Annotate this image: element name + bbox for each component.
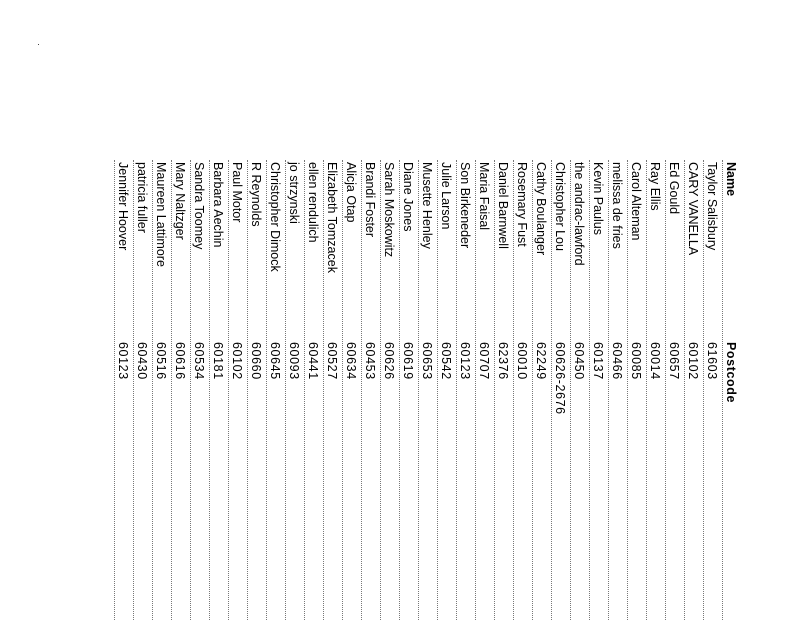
dotted-rule	[551, 160, 552, 620]
row-postcode: 60453	[363, 342, 377, 380]
dotted-rule	[190, 160, 191, 620]
dotted-rule	[665, 160, 666, 620]
dotted-rule	[684, 160, 685, 620]
dotted-rule	[285, 160, 286, 620]
row-postcode: 60660	[249, 342, 263, 380]
table-row	[265, 160, 284, 620]
header-name: Name	[724, 162, 738, 197]
row-name: ellen rendulich	[306, 162, 320, 243]
dotted-rule	[418, 160, 419, 620]
row-name: Ray Ellis	[648, 162, 662, 211]
row-postcode: 60137	[591, 342, 605, 380]
dotted-rule	[627, 160, 628, 620]
row-name: patricia fuller	[135, 162, 149, 233]
row-name: Julie Larson	[439, 162, 453, 230]
row-name: Ed Gould	[667, 162, 681, 215]
dotted-rule	[361, 160, 362, 620]
row-name: Jennifer Hoover	[116, 162, 130, 251]
dotted-rule	[114, 160, 115, 620]
row-name: Cathy Boulanger	[534, 162, 548, 256]
row-postcode: 60014	[648, 342, 662, 380]
dotted-rule	[342, 160, 343, 620]
row-name: Sandra Toomey	[192, 162, 206, 250]
row-name: Maureen Lattimore	[154, 162, 168, 267]
table-row	[303, 160, 322, 620]
table-row	[664, 160, 683, 620]
row-name: Kevin Paulus	[591, 162, 605, 235]
scan-speck	[38, 44, 39, 45]
row-postcode: 60626-2676	[553, 342, 567, 415]
table-row	[398, 160, 417, 620]
table-row	[626, 160, 645, 620]
row-postcode: 60123	[458, 342, 472, 380]
row-postcode: 60466	[610, 342, 624, 380]
row-name: Daniel Barnwell	[496, 162, 510, 249]
row-postcode: 60616	[173, 342, 187, 380]
row-postcode: 60626	[382, 342, 396, 380]
table-row	[132, 160, 151, 620]
dotted-rule	[513, 160, 514, 620]
dotted-rule	[323, 160, 324, 620]
row-name: Maria Faisal	[477, 162, 491, 231]
row-name: melissa de fries	[610, 162, 624, 249]
row-postcode: 60093	[287, 342, 301, 380]
row-postcode: 62249	[534, 342, 548, 380]
row-name: Sarah Moskowitz	[382, 162, 396, 258]
table-row	[341, 160, 360, 620]
dotted-rule	[475, 160, 476, 620]
table-row	[455, 160, 474, 620]
dotted-rule	[380, 160, 381, 620]
dotted-rule	[589, 160, 590, 620]
table-row	[170, 160, 189, 620]
row-postcode: 60085	[629, 342, 643, 380]
table-row	[208, 160, 227, 620]
row-postcode: 60102	[230, 342, 244, 380]
table-row	[512, 160, 531, 620]
row-postcode: 60516	[154, 342, 168, 380]
dotted-rule	[437, 160, 438, 620]
row-name: Paul Motor	[230, 162, 244, 223]
table-row	[360, 160, 379, 620]
dotted-rule	[304, 160, 305, 620]
table-row	[569, 160, 588, 620]
row-name: the andrac-lawford	[572, 162, 586, 266]
row-name: Christopher Lou	[553, 162, 567, 251]
dotted-rule	[570, 160, 571, 620]
table-row	[493, 160, 512, 620]
dotted-rule	[494, 160, 495, 620]
dotted-rule	[171, 160, 172, 620]
table-row	[151, 160, 170, 620]
row-name: R Reynolds	[249, 162, 263, 227]
dotted-rule	[722, 160, 723, 620]
dotted-rule	[152, 160, 153, 620]
dotted-rule	[456, 160, 457, 620]
dotted-rule	[703, 160, 704, 620]
dotted-rule	[266, 160, 267, 620]
row-postcode: 61603	[705, 342, 719, 380]
row-postcode: 62376	[496, 342, 510, 380]
table-row	[645, 160, 664, 620]
row-postcode: 60657	[667, 342, 681, 380]
table-row	[702, 160, 721, 620]
row-postcode: 60707	[477, 342, 491, 380]
row-name: Musette Henley	[420, 162, 434, 249]
row-name: Carol Alteman	[629, 162, 643, 241]
table-row	[113, 160, 132, 620]
row-name: Elizabeth Tomzacek	[325, 162, 339, 273]
row-postcode: 60010	[515, 342, 529, 380]
row-postcode: 60527	[325, 342, 339, 380]
row-name: Alicja Otap	[344, 162, 358, 223]
row-name: jo strzynski	[287, 162, 301, 224]
dotted-rule	[646, 160, 647, 620]
dotted-rule	[228, 160, 229, 620]
table-row	[322, 160, 341, 620]
row-postcode: 60634	[344, 342, 358, 380]
row-postcode: 60102	[686, 342, 700, 380]
table-row	[417, 160, 436, 620]
row-name: Son Birkeneder	[458, 162, 472, 249]
dotted-rule	[247, 160, 248, 620]
row-postcode: 60534	[192, 342, 206, 380]
row-name: Diane Jones	[401, 162, 415, 232]
dotted-rule	[399, 160, 400, 620]
table-row	[227, 160, 246, 620]
table-row	[550, 160, 569, 620]
row-postcode: 60542	[439, 342, 453, 380]
row-name: CARY VANELLA	[686, 162, 700, 256]
row-name: Taylor Salisbury	[705, 162, 719, 251]
table-row	[284, 160, 303, 620]
rotated-signup-sheet	[60, 160, 740, 620]
dotted-rule	[608, 160, 609, 620]
table-header	[721, 160, 740, 620]
table-row	[246, 160, 265, 620]
row-postcode: 60645	[268, 342, 282, 380]
row-postcode: 60450	[572, 342, 586, 380]
table-row	[607, 160, 626, 620]
row-postcode: 60430	[135, 342, 149, 380]
row-postcode: 60441	[306, 342, 320, 380]
table-row	[531, 160, 550, 620]
row-name: Brandi Foster	[363, 162, 377, 238]
row-postcode: 60619	[401, 342, 415, 380]
table-row	[379, 160, 398, 620]
row-postcode: 60123	[116, 342, 130, 380]
table-row	[588, 160, 607, 620]
dotted-rule	[532, 160, 533, 620]
table-row	[683, 160, 702, 620]
row-name: Mary Naltzger	[173, 162, 187, 240]
row-name: Rosemary Fust	[515, 162, 529, 247]
row-postcode: 60181	[211, 342, 225, 380]
table-row	[436, 160, 455, 620]
row-postcode: 60653	[420, 342, 434, 380]
table-row	[474, 160, 493, 620]
table-row	[189, 160, 208, 620]
dotted-rule	[209, 160, 210, 620]
dotted-rule	[133, 160, 134, 620]
row-name: Barbara Aechin	[211, 162, 225, 248]
header-postcode: Postcode	[724, 342, 738, 404]
row-name: Christopher Dimock	[268, 162, 282, 272]
